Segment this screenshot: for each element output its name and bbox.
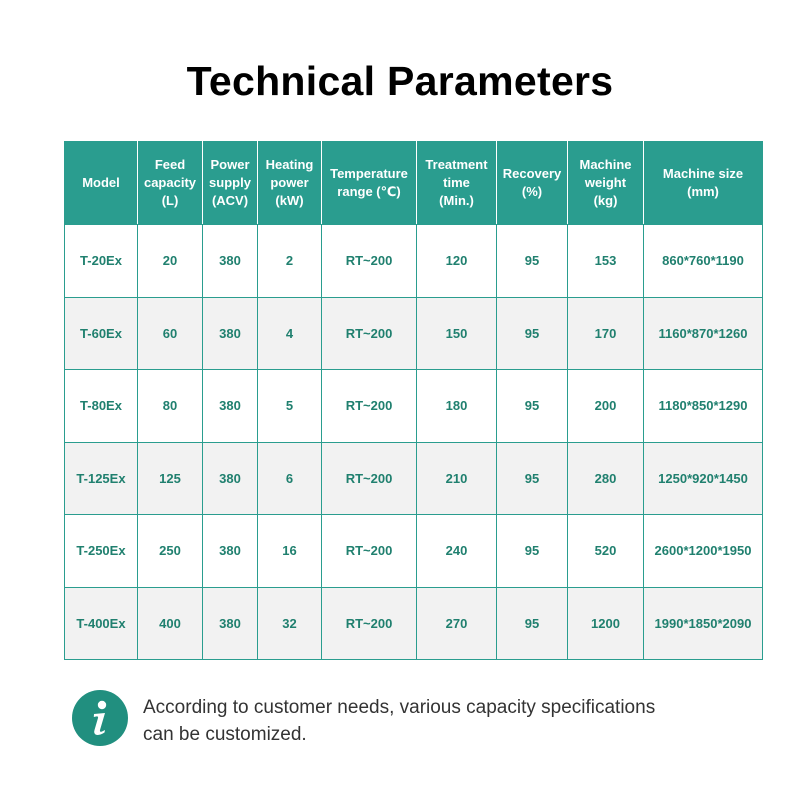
table-row <box>65 297 763 370</box>
table-cell: 2 <box>258 225 322 298</box>
column-header <box>497 142 568 225</box>
table-body <box>65 225 763 660</box>
table-cell: 380 <box>203 297 258 370</box>
table-cell: 170 <box>568 297 644 370</box>
column-header <box>644 142 763 225</box>
table-header-row <box>65 142 763 225</box>
table-cell: 1990*1850*2090 <box>644 587 763 660</box>
table-cell: 20 <box>138 225 203 298</box>
column-header-line: (mm) <box>687 184 719 199</box>
table-cell: T-400Ex <box>65 587 138 660</box>
table-cell: 95 <box>497 587 568 660</box>
column-header-line: Recovery <box>502 166 562 181</box>
column-header-line: Treatment <box>425 157 488 172</box>
table-cell: 1160*870*1260 <box>644 297 763 370</box>
column-header-line: (L) <box>161 193 179 208</box>
table-cell: 380 <box>203 515 258 588</box>
table-cell: 1180*850*1290 <box>644 370 763 443</box>
table-cell: RT~200 <box>322 370 417 443</box>
column-header-line: Machine <box>579 157 632 172</box>
column-header-line: Feed <box>154 157 186 172</box>
column-header-line: capacity <box>143 175 197 190</box>
table-cell: 380 <box>203 587 258 660</box>
table-cell: 240 <box>417 515 497 588</box>
note-text <box>143 694 763 748</box>
table-row <box>65 515 763 588</box>
page-title: Technical Parameters <box>186 58 614 104</box>
column-header-line: (kW) <box>275 193 304 208</box>
column-header <box>138 142 203 225</box>
info-note <box>72 690 772 750</box>
table-row <box>65 442 763 515</box>
column-header-line: Power <box>210 157 250 172</box>
table-cell: 380 <box>203 442 258 515</box>
table-cell: 400 <box>138 587 203 660</box>
column-header <box>258 142 322 225</box>
table-cell: RT~200 <box>322 297 417 370</box>
note-text-line: can be customized. <box>143 724 307 745</box>
table-cell: 125 <box>138 442 203 515</box>
table-cell: 95 <box>497 370 568 443</box>
table-cell: 32 <box>258 587 322 660</box>
table-cell: 6 <box>258 442 322 515</box>
column-header-line: (Min.) <box>439 193 474 208</box>
column-header-line: Temperature <box>330 166 408 181</box>
table-cell: 4 <box>258 297 322 370</box>
table-cell: 380 <box>203 225 258 298</box>
column-header-line: range (℃) <box>337 184 401 199</box>
table-cell: T-20Ex <box>65 225 138 298</box>
table-cell: 120 <box>417 225 497 298</box>
column-header-line: (ACV) <box>211 193 249 208</box>
table-cell: T-60Ex <box>65 297 138 370</box>
table-cell: 520 <box>568 515 644 588</box>
table-cell: 180 <box>417 370 497 443</box>
table-cell: 95 <box>497 515 568 588</box>
column-header-line: weight <box>584 175 627 190</box>
column-header-line: power <box>270 175 309 190</box>
table-cell: 95 <box>497 297 568 370</box>
column-header-line: (kg) <box>593 193 618 208</box>
column-header <box>65 142 138 225</box>
table-cell: T-80Ex <box>65 370 138 443</box>
table-cell: RT~200 <box>322 587 417 660</box>
table-row <box>65 225 763 298</box>
table-cell: RT~200 <box>322 442 417 515</box>
column-header-line: supply <box>209 175 251 190</box>
column-header <box>568 142 644 225</box>
table-cell: 95 <box>497 225 568 298</box>
table-cell: 200 <box>568 370 644 443</box>
column-header-line: Model <box>82 175 120 190</box>
parameters-table <box>64 141 763 660</box>
column-header <box>322 142 417 225</box>
table-cell: 860*760*1190 <box>644 225 763 298</box>
table-cell: 150 <box>417 297 497 370</box>
note-text-line: According to customer needs, various capacity specifications <box>143 697 656 718</box>
table-cell: 270 <box>417 587 497 660</box>
table-cell: 80 <box>138 370 203 443</box>
table-cell: 16 <box>258 515 322 588</box>
table-cell: T-250Ex <box>65 515 138 588</box>
table-cell: RT~200 <box>322 225 417 298</box>
column-header-line: Machine size <box>662 166 744 181</box>
column-header <box>417 142 497 225</box>
table-cell: 1250*920*1450 <box>644 442 763 515</box>
table-cell: RT~200 <box>322 515 417 588</box>
column-header <box>203 142 258 225</box>
table-cell: 153 <box>568 225 644 298</box>
table-cell: 280 <box>568 442 644 515</box>
column-header-line: Heating <box>265 157 314 172</box>
table-cell: 5 <box>258 370 322 443</box>
table-cell: 1200 <box>568 587 644 660</box>
column-header-line: (%) <box>521 184 543 199</box>
table-cell: 380 <box>203 370 258 443</box>
table-row <box>65 370 763 443</box>
column-header-line: time <box>443 175 470 190</box>
table-cell: T-125Ex <box>65 442 138 515</box>
table-cell: 210 <box>417 442 497 515</box>
info-icon <box>72 690 128 746</box>
table-cell: 60 <box>138 297 203 370</box>
table-row <box>65 587 763 660</box>
table-cell: 2600*1200*1950 <box>644 515 763 588</box>
table-cell: 95 <box>497 442 568 515</box>
table-cell: 250 <box>138 515 203 588</box>
